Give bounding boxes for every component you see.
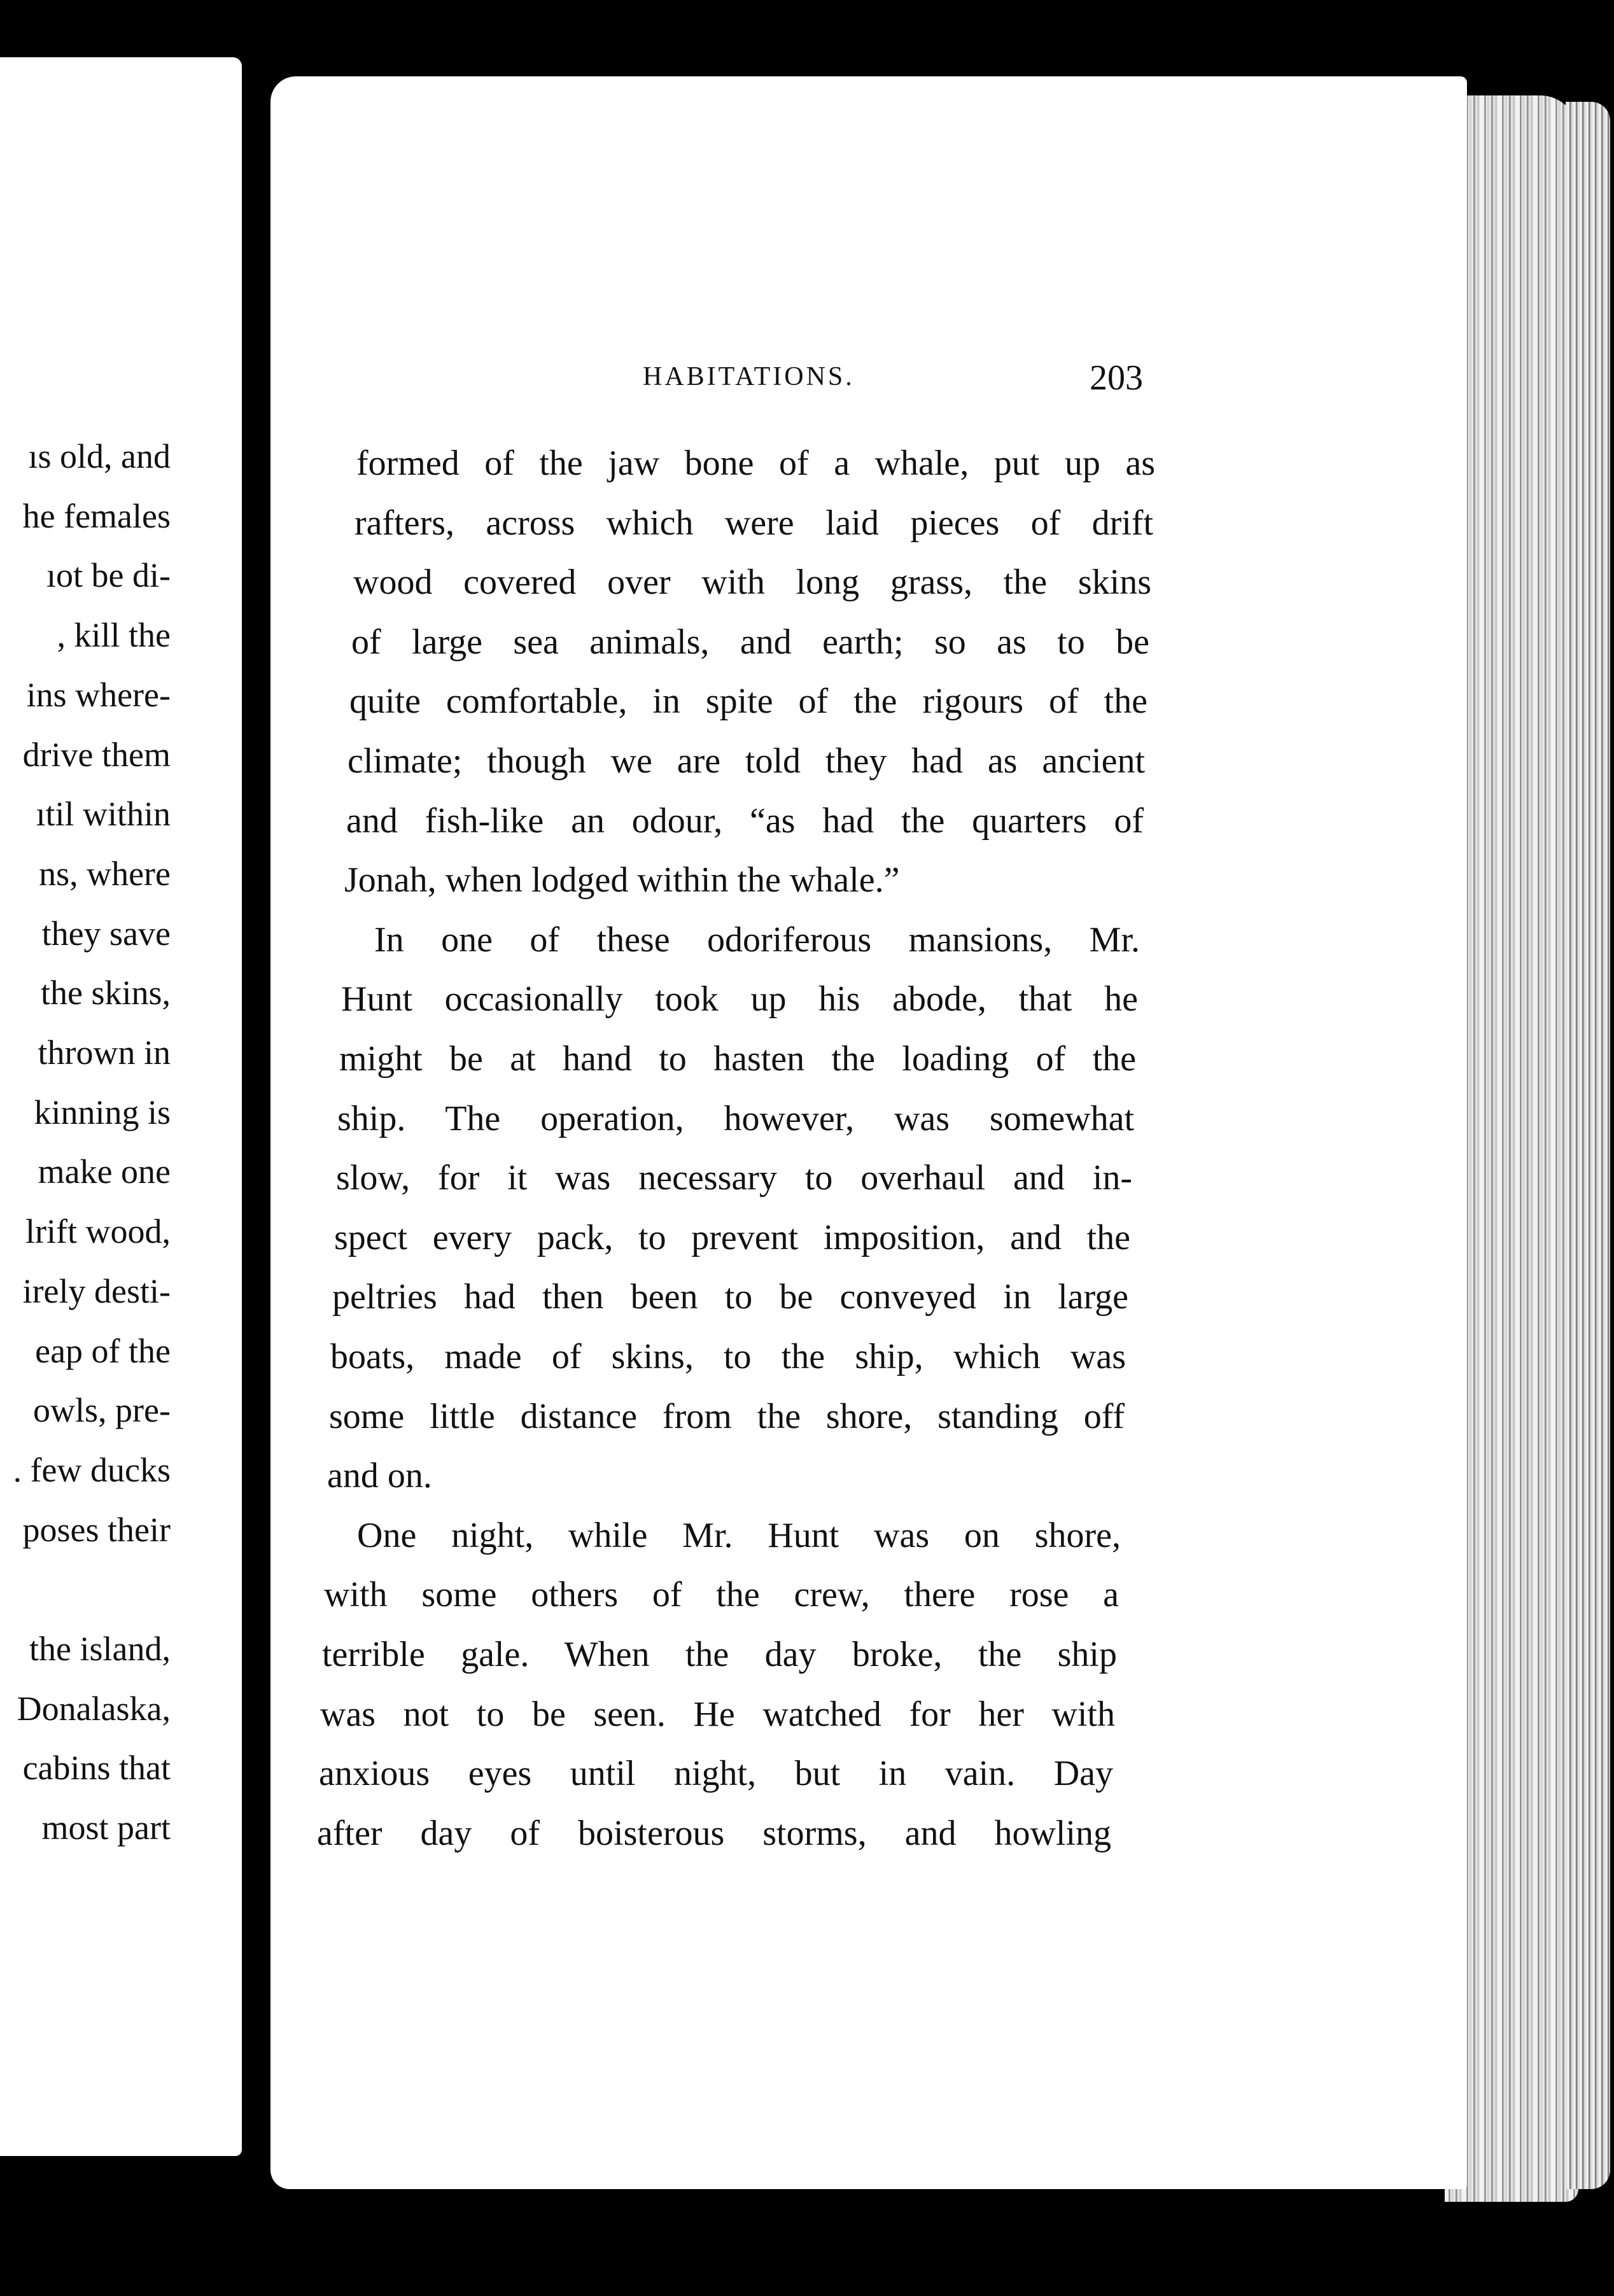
body-text-line: with some others of the crew, there rose a [324,1575,1119,1615]
left-text-line: poses their [22,1510,171,1549]
left-text-line: drive them [22,735,171,774]
body-text-line: spect every pack, to prevent imposition, and the [334,1217,1130,1257]
body-text-line: quite comfortable, in spite of the rigours of the [349,682,1147,722]
left-text-line: owls, pre- [33,1391,171,1430]
left-text-line: most part [41,1809,171,1847]
left-text-line: ıs old, and [28,437,171,475]
running-head: HABITATIONS. [643,362,855,391]
body-text-line: Jonah, when lodged within the whale.” [344,860,900,900]
left-text-line: he females [22,496,171,535]
left-text-line: lrift wood, [25,1212,171,1251]
body-text-line: boats, made of skins, to the ship, which was [330,1337,1126,1376]
body-text-line: and fish-like an odour, “as had the quarters of [346,801,1144,841]
body-text-line: terrible gale. When the day broke, the ship [322,1635,1117,1674]
left-text-line: thrown in [38,1033,171,1072]
body-text-line: after day of boisterous storms, and howling [317,1813,1111,1853]
body-text-line: was not to be seen. He watched for her with [320,1694,1115,1734]
body-text-line: peltries had then been to be conveyed in large [332,1277,1128,1317]
left-text-line: . few ducks [13,1450,171,1489]
left-text-line: they save [41,914,171,953]
body-text-line: slow, for it was necessary to overhaul and in- [336,1158,1132,1198]
page-number: 203 [1090,358,1143,398]
left-page [0,57,242,2156]
left-text-line: ıot be di- [46,556,171,595]
body-text-line: Hunt occasionally took up his abode, that he [341,979,1138,1019]
left-text-line: kinning is [34,1093,171,1131]
body-text-line: rafters, across which were laid pieces of drift [354,503,1153,543]
body-text-line: In one of these odoriferous mansions, Mr. [374,920,1140,960]
left-text-line: , kill the [57,616,171,655]
page-edges-outer [1566,102,1610,2189]
body-text-line: anxious eyes until night, but in vain. Day [319,1754,1113,1794]
body-text-line: ship. The operation, however, was somewhat [337,1098,1134,1138]
body-text-line: and on. [327,1456,432,1496]
left-text-line: ins where- [26,675,171,714]
left-text-line: Donalaska, [17,1689,171,1728]
left-text-line: make one [38,1152,171,1191]
left-text-line: the skins, [40,974,171,1012]
left-text-line: eap of the [35,1331,171,1370]
left-text-line: cabins that [22,1749,171,1788]
body-text-line: some little distance from the shore, standing off [329,1396,1125,1436]
left-text-line: irely desti- [22,1271,171,1310]
body-text-line: of large sea animals, and earth; so as to be [351,622,1149,662]
body-text-line: formed of the jaw bone of a whale, put up as [356,444,1155,483]
left-text-line: the island, [29,1630,171,1668]
body-text-line: climate; though we are told they had as ancient [347,741,1145,781]
left-text-line: ns, where [39,854,171,893]
body-text-line: One night, while Mr. Hunt was on shore, [357,1515,1121,1555]
body-text-line: might be at hand to hasten the loading of the [339,1039,1136,1079]
left-text-line: ıtil within [36,795,171,834]
body-text-line: wood covered over with long grass, the skins [353,563,1151,603]
